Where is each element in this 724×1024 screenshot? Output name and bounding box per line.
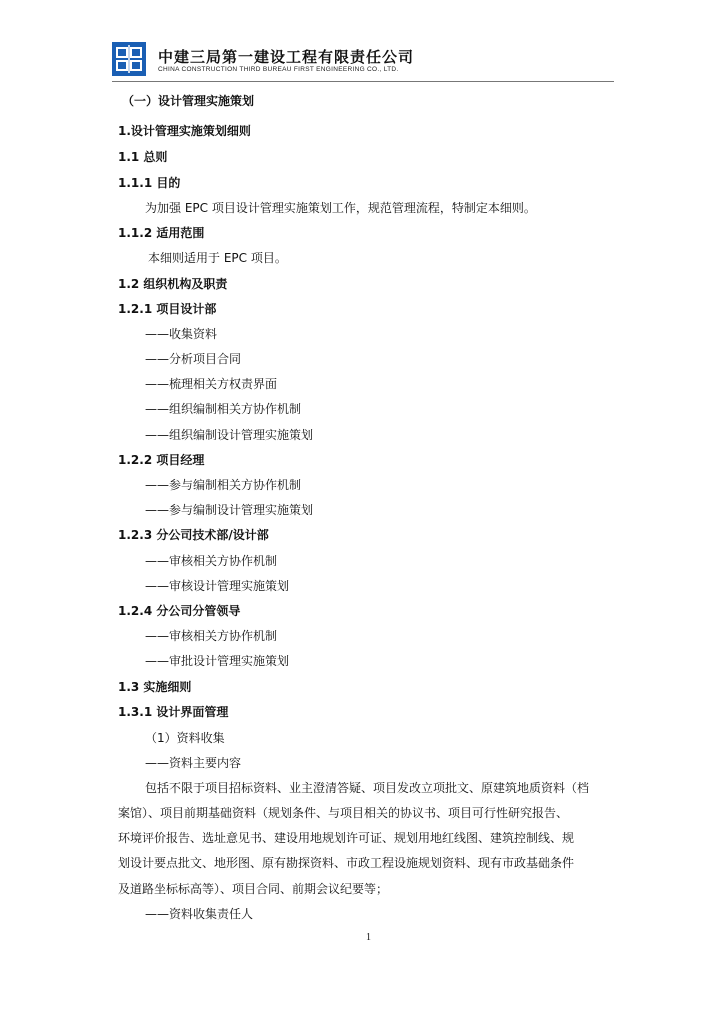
paragraph-line: 划设计要点批文、地形图、原有勘探资料、市政工程设施规划资料、现有市政基础条件 [118,856,575,870]
heading-1-1: 1.1 总则 [118,150,168,164]
list-item: ——审核设计管理实施策划 [145,579,290,593]
heading-1-2-4: 1.2.4 分公司分管领导 [118,604,241,618]
heading-1-1-2: 1.1.2 适用范围 [118,226,205,240]
list-item: ——分析项目合同 [145,352,242,366]
heading-1-2-2: 1.2.2 项目经理 [118,453,205,467]
list-item: ——梳理相关方权责界面 [145,377,278,391]
company-logo-icon [112,42,146,76]
list-item: ——参与编制设计管理实施策划 [145,503,314,517]
paragraph-line: 包括不限于项目招标资料、业主澄清答疑、项目发改立项批文、原建筑地质资料（档 [145,781,590,795]
list-item: ——收集资料 [145,327,218,341]
paragraph-purpose: 为加强 EPC 项目设计管理实施策划工作，规范管理流程，特制定本细则。 [145,201,536,215]
paragraph-line: 环境评价报告、选址意见书、建设用地规划许可证、规划用地红线图、建筑控制线、规 [118,831,575,845]
heading-1-2: 1.2 组织机构及职责 [118,277,228,291]
heading-1-2-3: 1.2.3 分公司技术部/设计部 [118,528,269,542]
paragraph-line: 及道路坐标标高等）、项目合同、前期会议纪要等； [118,882,389,896]
header-divider [112,81,614,82]
list-item: ——资料收集责任人 [145,907,254,921]
list-item: ——审核相关方协作机制 [145,629,278,643]
list-item: ——组织编制设计管理实施策划 [145,428,314,442]
list-item: ——资料主要内容 [145,756,242,770]
document-title: 1.设计管理实施策划细则 [118,124,251,138]
company-name-en: CHINA CONSTRUCTION THIRD BUREAU FIRST ENGINEERING CO., LTD. [158,66,399,73]
paragraph-line: 案馆）、项目前期基础资料（规划条件、与项目相关的协议书、项目可行性研究报告、 [118,806,569,820]
heading-1-3: 1.3 实施细则 [118,680,192,694]
heading-1-3-1: 1.3.1 设计界面管理 [118,705,229,719]
section-heading: （一）设计管理实施策划 [122,94,255,108]
list-item: ——参与编制相关方协作机制 [145,478,302,492]
paragraph-scope: 本细则适用于 EPC 项目。 [148,251,287,265]
heading-1-2-1: 1.2.1 项目设计部 [118,302,217,316]
list-item: ——审批设计管理实施策划 [145,654,290,668]
company-name-cn: 中建三局第一建设工程有限责任公司 [158,48,415,66]
list-item: ——审核相关方协作机制 [145,554,278,568]
page-header [112,40,614,80]
page-number: 1 [366,932,371,943]
subheading-data-collection: （1）资料收集 [145,731,225,745]
list-item: ——组织编制相关方协作机制 [145,402,302,416]
heading-1-1-1: 1.1.1 目的 [118,176,181,190]
